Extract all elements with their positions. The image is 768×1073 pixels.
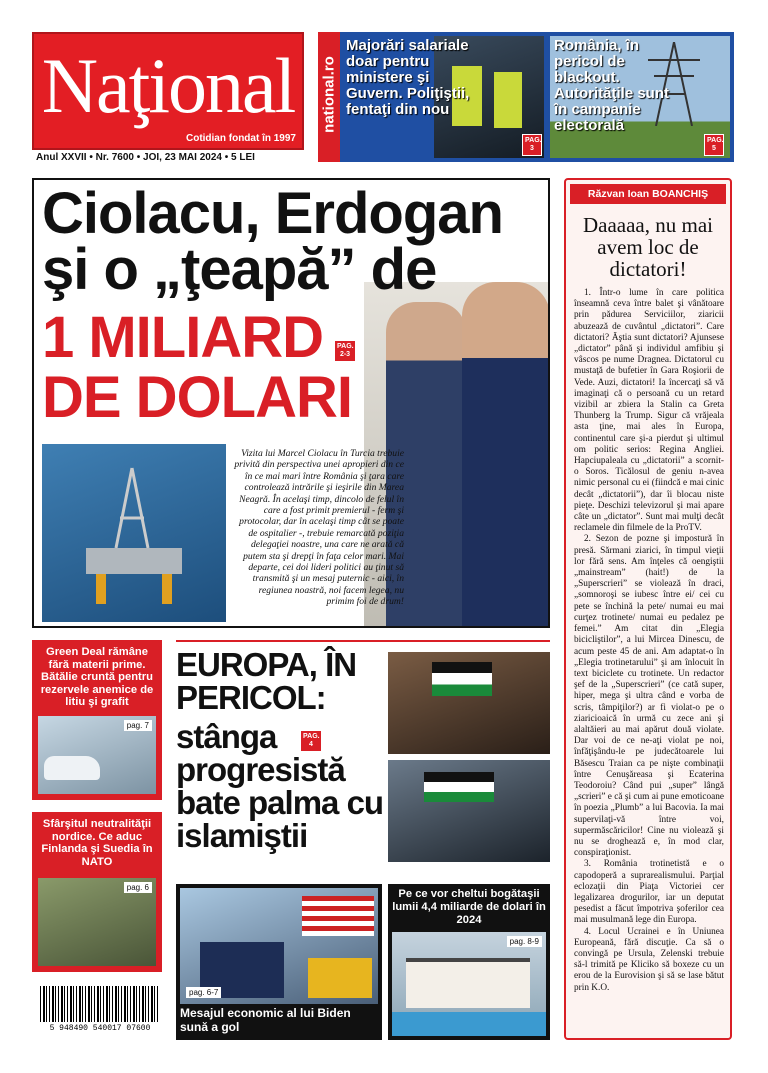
barcode [36,984,164,1036]
editorial-title: Daaaaa, nu mai avem loc de dictatori! [582,213,713,281]
editorial-body [574,288,724,994]
billionaires-headline: Pe ce vor cheltui bogătaşii lumii 4,4 miliarde de dolari în 2024 [392,888,546,926]
bulldozer-shape [308,958,372,998]
car-shape [44,756,100,780]
promo-nato-pag: pag. 6 [124,882,152,893]
soldiers-photo [38,878,156,966]
biden-caption: Mesajul economic al lui Biden sună a gol [180,1006,351,1034]
flag-shape [424,772,494,802]
flag-shape [432,662,492,696]
barcode-bars [40,986,160,1022]
main-lead: Vizita lui Marcel Ciolacu în Turcia trebuie privită din perspectiva unei apropieri din ce în ce mai mari între România şi ţara care controlează intrările şi ieşirile din Marea Neagră. În acelaşi timp, dincolo de felul în care a fost primit premierul - ferm şi protocolar, dar în acelaşi timp cât se poate de ospitalier -, trebuie remarcată poziţia delegaţiei noastre, una care ne arată că putem sta şi drepţi în faţa celor mari. Mai departe, cei doi lideri politici au ţinut să transmită şi un mesaj puternic - aici, în regiunea noastră, noi facem legea, nu primim foi de drum! [234,448,404,608]
promo-blackout-pag: PAG. 5 [704,134,724,156]
site-label [318,32,340,162]
top-promo-strip [318,32,734,162]
police-vest-shape [494,72,522,128]
promo-green-deal-headline: Green Deal rămâne fără materii prime. Bătălie cruntă pentru rezervele anemice de litiu şi grafit [40,646,154,708]
promo-green-deal-pag: pag. 7 [124,720,152,731]
europa-headline[interactable]: EUROPA, ÎN PERICOL: [176,646,357,716]
ev-charging-photo [38,716,156,794]
barcode-number: 5 948490 540017 07600 [49,1024,151,1033]
logo-box[interactable] [32,32,304,150]
editorial-paragraph: 2. Sezon de pozne şi impostură în presă. Sărmani ziarici, în timpul vieţii lor fără sens. Am înţeles că oengiştii „mainstream” (hait!) de la „Superscrieri” se violează în draci, „somnoroşi se iubesc între ei/ cei cu pete se închină la pete/ numai eu mai curţez trotinete/ numai eu pedalez pe femei.” Am citat din „Elegia bicicliştilor”, a lui Mircea Dinescu, de acum peste 45 de ani. Am adaptat-o în „Elegia trotinetarului” şi am înlocuit în text biciclete cu trotinete. Un redactor şef de la „Superscrieri” (ce cată super, hiper, mega şi ultra când e vorba de scris, tâmpiţilor?) ar fi violat-o pe o ziaricioaică în urmă cu zece ani şi alaltăieri au mai apărut două violate. Dar voi de ce ne-aţi violat pe noi, înfăţişându-le pe judecătoarele lui Băsescu Traian ca pe nişte combinaţii între Cenuşăreasa şi Ecaterina Teodoroiu? Când pui „super” lângă „scrieri” e că şi cum ai pune emoticoane în poezia „Plumb” a lui Bacovia. Ia mai supervilaţi-vă între voi, supermăscăricilor! Cine nu violează şi nu se droghează e, în mod clar, conspiraţionist. [574,534,724,859]
main-headline: Ciolacu, Erdogan şi o „ţeapă” de [42,181,503,302]
biden-photo [180,888,378,1004]
oil-rig-icon [72,458,196,608]
logo: Naţional [41,42,295,129]
issue-line: Anul XXVII • Nr. 7600 • JOI, 23 MAI 2024 • 5 LEI [36,152,255,163]
oil-rig-photo [42,444,226,622]
billionaires-pag: pag. 8-9 [507,936,542,947]
tagline: Cotidian fondat în 1997 [185,133,296,144]
main-pag: PAG. 2-3 [334,340,356,362]
protest-photo [388,652,550,754]
editorial-paragraph: 1. Într-o lume în care politica înseamnă ceva între balet şi vânătoare prin pădurea Serviciilor, ziaricii abuzează de cuvântul „dictatori”. Care dictatori? Ăştia sunt dictatori? Ajunsese „dictator” până şi individul amfibiu şi vâscos pe nume Dragnea. Dictatorul cu mustaţă de bufetier în Gara Roşiorii de Vede. Auzi, dictatori! Ia încercaţi să vă imaginaţi că o persoană cu un retard vizibil ar zbiera la Stalin ca Greta Thunberg la Trump. Sigur că vrăjeala asta ţine, mai ales în Europa, continentul care şi-a pierdut şi ultimul om politic serios: Regina Angliei. Hapciupaleala cu „dictatorii” a scornit-o Soros. Ticălosul de geniu n-avea nimic personal cu ei (fiindcă e mai cinic decât „dictatorii”), dar îi blocau niste pieţe. Deschizi televizorul şi mai apare câte un „dictator”. Sunt mai mulţi decât reclamele din filmele de la ProTV. [574,288,724,534]
promo-biden[interactable] [176,884,382,1040]
europa-subheadline[interactable]: stânga progresistă bate palma cu islamiştii [176,718,384,854]
main-headline-red: 1 MILIARD DE DOLARI [42,305,352,430]
site-name: national.ro [320,56,338,133]
section-divider [176,640,550,642]
biden-pag: pag. 6-7 [186,987,221,998]
promo-green-deal[interactable] [32,640,162,800]
promo-billionaires[interactable] [388,884,550,1040]
editorial-paragraph: 3. România trotinetistă e o capodoperă a suprarealismului. Parţial eclozaţii din Piaţa Victoriei cer legalizarea drogurilor, iar un deputat pesedist a făcut împotriva şoferilor cea mai musulmană lege din Europa. [574,859,724,926]
promo-salaries[interactable] [344,36,544,158]
promo-salaries-headline: Majorări salariale doar pentru ministere şi Guvern. Poliţiştii, fentaţi din nou [346,37,470,118]
pool-shape [392,1012,546,1036]
promo-nato-headline: Sfârşitul neutralităţii nordice. Ce aduc Finlanda şi Suedia în NATO [41,818,153,868]
promo-nato[interactable] [32,812,162,972]
villa-shape [406,958,530,1008]
promo-blackout[interactable] [550,36,730,158]
promo-salaries-pag: PAG. 3 [522,134,542,156]
editorial-author: Răzvan Ioan BOANCHIŞ [570,184,726,204]
europa-pag: PAG. 4 [300,730,322,752]
main-story[interactable] [32,178,550,628]
flag-shape [302,896,374,936]
editorial-paragraph: 4. Locul Ucrainei e în Uniunea Europeană, fără discuţie. Ca să o convingă pe Ursula, Zelenski trebuie să-l trimită pe Klicikо să boxeze cu un erou de la Eurovision şi să se lase bătut prin K.O. [574,926,724,993]
editorial-column[interactable] [564,178,732,1040]
promo-blackout-headline: România, în pericol de blackout. Autorităţile sunt în campanie electorală [554,37,669,134]
leader-figure [462,282,550,628]
villa-photo [392,932,546,1036]
police-crowd-photo [388,760,550,862]
